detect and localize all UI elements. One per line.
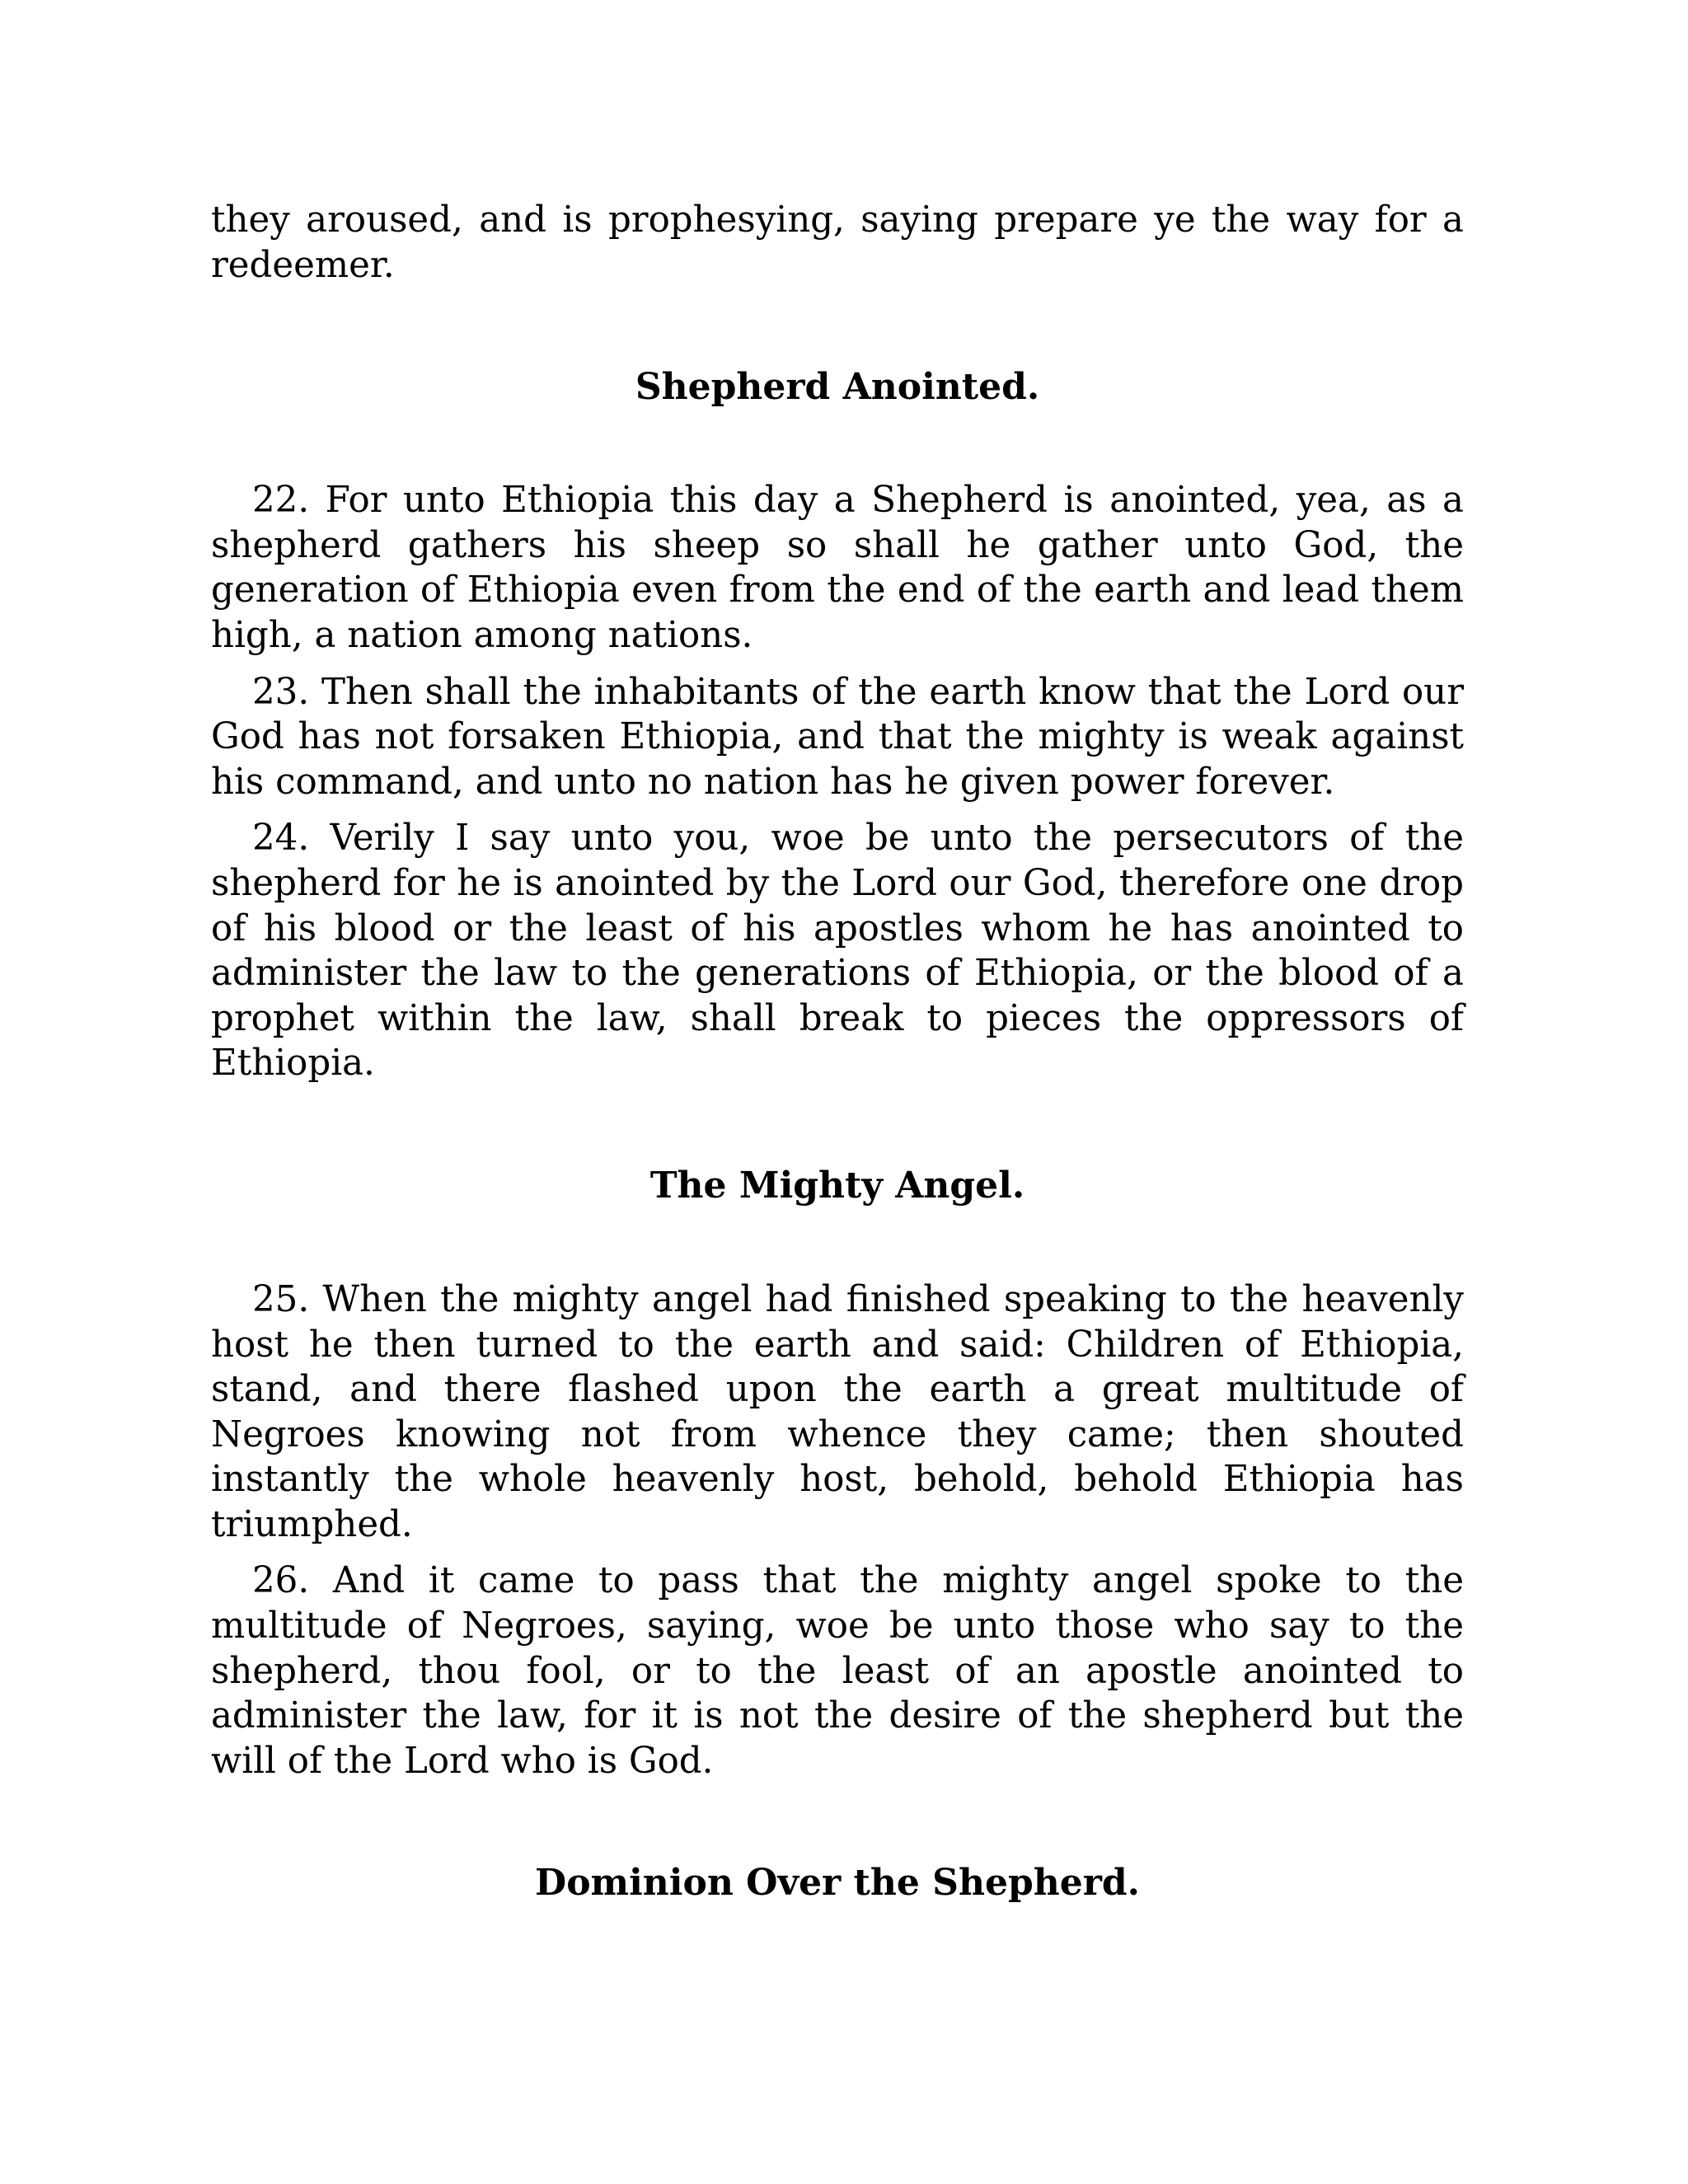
section-heading-dominion-over-the-shepherd: Dominion Over the Shepherd.	[535, 1862, 1140, 1905]
section-heading-the-mighty-angel: The Mighty Angel.	[649, 1164, 1025, 1207]
page-content	[211, 198, 1464, 1905]
verse-22: 22. For unto Ethiopia this day a Shepherd is anointed, yea, as a shepherd gathers his sheep so shall he gather unto God, the generation of Ethiopia even from the end of the earth and lead them high, a nation among nations.	[211, 480, 1464, 656]
verse-26: 26. And it came to pass that the mighty angel spoke to the multitude of Negroes, saying, woe be unto those who say to the shepherd, thou fool, or to the least of an apostle anointed to administer the law, for it is not the desire of the shepherd but the will of the Lord who is God.	[211, 1560, 1464, 1782]
verse-23: 23. Then shall the inhabitants of the earth know that the Lord our God has not forsaken Ethiopia, and that the mighty is weak against his command, and unto no nation has he given power forever.	[211, 671, 1464, 803]
section-heading-shepherd-anointed: Shepherd Anointed.	[635, 366, 1040, 409]
intro-paragraph: they aroused, and is prophesying, saying prepare ye the way for a redeemer.	[211, 199, 1464, 286]
verse-24: 24. Verily I say unto you, woe be unto the persecutors of the shepherd for he is anointed by the Lord our God, therefore one drop of his blood or the least of his apostles whom he has anointed to administer the law to the generations of Ethiopia, or the blood of a prophet within the law, shall break to pieces the oppressors of Ethiopia.	[211, 818, 1464, 1085]
verse-25: 25. When the mighty angel had finished speaking to the heavenly host he then turned to the earth and said: Children of Ethiopia, stand, and there flashed upon the earth a great multitude of Negroes knowing not from whence they came; then shouted instantly the whole heavenly host, behold, behold Ethiopia has triumphed.	[211, 1278, 1464, 1545]
